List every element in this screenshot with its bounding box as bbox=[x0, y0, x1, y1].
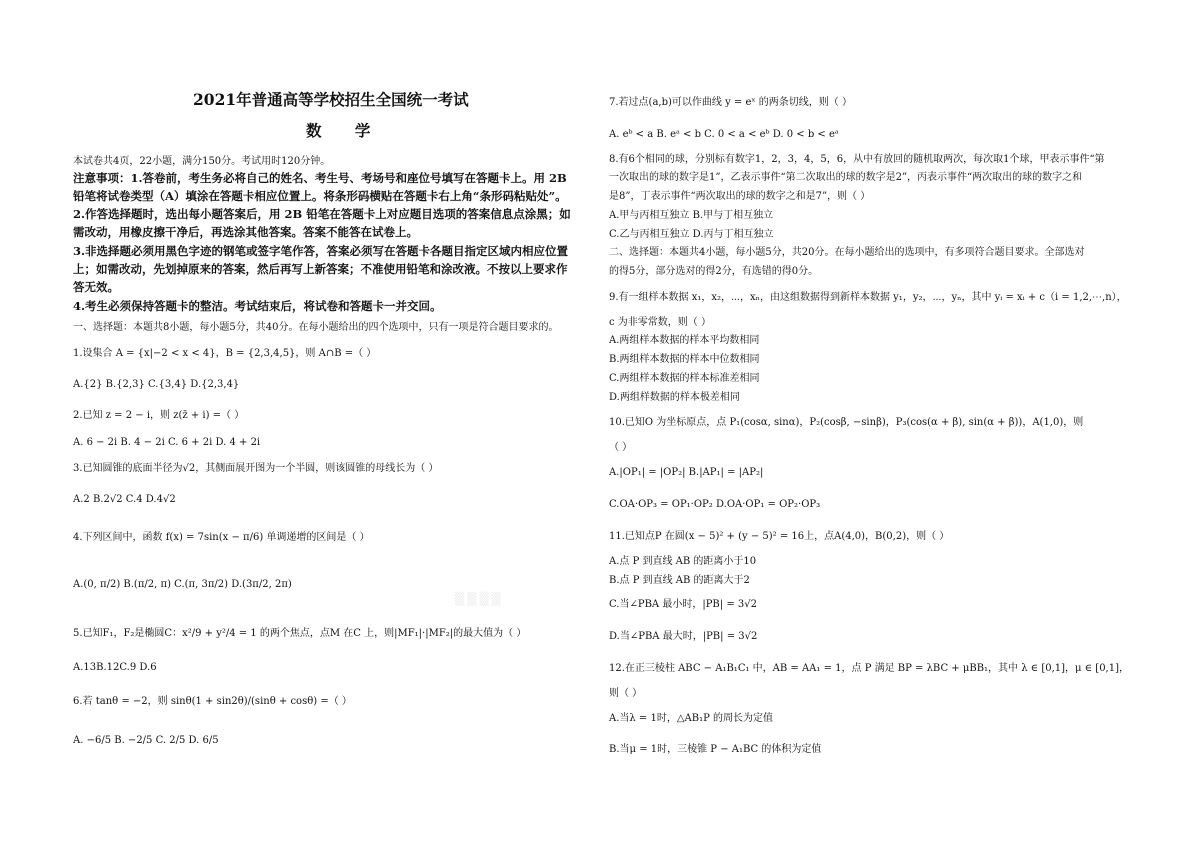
exam-intro: 本试卷共4页，22小题，满分150分。考试用时120分钟。 bbox=[73, 156, 331, 167]
question-12-line: 则（ ） bbox=[609, 688, 643, 699]
question-3-options: A.2 B.2√2 C.4 D.4√2 bbox=[73, 494, 176, 505]
question-12-option: A.当λ = 1时，△AB₁P 的周长为定值 bbox=[609, 713, 774, 724]
question-6-options: A. −6/5 B. −2/5 C. 2/5 D. 6/5 bbox=[73, 735, 219, 746]
question-8-line: 是8”，丁表示事件“两次取出的球的数字之和是7”，则（ ） bbox=[609, 191, 871, 202]
exam-title: 2021年普通高等学校招生全国统一考试 bbox=[193, 90, 469, 109]
question-2-options: A. 6 − 2i B. 4 − 2i C. 6 + 2i D. 4 + 2i bbox=[73, 437, 261, 448]
question-1: 1.设集合 A = {x|−2 < x < 4}，B = {2,3,4,5}，则 A∩B =（ ） bbox=[73, 348, 377, 359]
question-1-options: A.{2} B.{2,3} C.{3,4} D.{2,3,4} bbox=[73, 379, 240, 390]
question-8-options: A.甲与丙相互独立 B.甲与丁相互独立 bbox=[609, 210, 774, 221]
question-12-option: B.当μ = 1时，三棱锥 P − A₁BC 的体积为定值 bbox=[609, 744, 822, 755]
note-line: 铅笔将试卷类型（A）填涂在答题卡相应位置上。将条形码横贴在答题卡右上角“条形码粘贴处”。 bbox=[73, 189, 567, 203]
question-8-options: C.乙与丙相互独立 D.丙与丁相互独立 bbox=[609, 229, 774, 240]
watermark: ▒▒▒▒ bbox=[455, 592, 504, 606]
question-11-option: C.当∠PBA 最小时，|PB| = 3√2 bbox=[609, 599, 757, 610]
section-heading-2-line: 的得5分，部分选对的得2分，有选错的得0分。 bbox=[609, 266, 819, 277]
question-9-line: c 为非零常数，则（ ） bbox=[609, 317, 711, 328]
question-5: 5.已知F₁，F₂是椭圆C：x²/9 + y²/4 = 1 的两个焦点，点M 在C 上，则|MF₁|·|MF₂|的最大值为（ ） bbox=[73, 628, 527, 639]
question-10-options: A.|OP₁| = |OP₂| B.|AP₁| = |AP₂| bbox=[609, 467, 764, 478]
question-6: 6.若 tanθ = −2，则 sinθ(1 + sin2θ)/(sinθ + cosθ) =（ ） bbox=[73, 696, 352, 707]
question-4: 4.下列区间中，函数 f(x) = 7sin(x − π/6) 单调递增的区间是（ ） bbox=[73, 532, 370, 543]
question-2: 2.已知 z = 2 − i，则 z(z̄ + i) =（ ） bbox=[73, 410, 245, 421]
note-line: 2.作答选择题时，选出每小题答案后，用 2B 铅笔在答题卡上对应题目选项的答案信息点涂黑；如 bbox=[73, 207, 571, 221]
note-line: 4.考生必须保持答题卡的整洁。考试结束后，将试卷和答题卡一并交回。 bbox=[73, 299, 442, 313]
question-10-options: C.OA·OP₃ = OP₁·OP₂ D.OA·OP₁ = OP₂·OP₃ bbox=[609, 499, 821, 510]
question-9-option: B.两组样本数据的样本中位数相同 bbox=[609, 354, 760, 365]
question-10-line: （ ） bbox=[609, 442, 633, 453]
question-7: 7.若过点(a,b)可以作曲线 y = eˣ 的两条切线，则（ ） bbox=[609, 97, 852, 108]
question-7-options: A. eᵇ < a B. eᵃ < b C. 0 < a < eᵇ D. 0 < b < eᵃ bbox=[609, 129, 839, 140]
note-line: 答无效。 bbox=[73, 280, 119, 294]
section-heading-2: 二、选择题：本题共4小题，每小题5分，共20分。在每小题给出的选项中，有多项符合题目要求。全部选对 bbox=[609, 247, 1085, 258]
question-4-options: A.(0, π/2) B.(π/2, π) C.(π, 3π/2) D.(3π/2, 2π) bbox=[73, 579, 292, 590]
note-line: 上；如需改动，先划掉原来的答案，然后再写上新答案；不准使用铅笔和涂改液。不按以上要求作 bbox=[73, 262, 568, 276]
question-12: 12.在正三棱柱 ABC − A₁B₁C₁ 中，AB = AA₁ = 1，点 P 满足 BP = λBC + μBB₁，其中 λ ∈ [0,1]，μ ∈ [0,1]， bbox=[609, 663, 1129, 674]
note-line: 需改动，用橡皮擦干净后，再选涂其他答案。答案不能答在试卷上。 bbox=[73, 225, 418, 239]
question-11-option: D.当∠PBA 最大时，|PB| = 3√2 bbox=[609, 631, 758, 642]
question-9: 9.有一组样本数据 x₁，x₂，⋯，xₙ，由这组数据得到新样本数据 y₁，y₂，⋯，yₙ，其中 yᵢ = xᵢ + c（i = 1,2,⋯,n）， bbox=[609, 292, 1127, 303]
note-line: 注意事项：1.答卷前，考生务必将自己的姓名、考生号、考场号和座位号填写在答题卡上。用 2B bbox=[73, 171, 567, 185]
question-8: 8.有6个相同的球，分别标有数字1，2，3，4，5，6，从中有放回的随机取两次，每次取1个球，甲表示事件“第 bbox=[609, 154, 1105, 165]
question-9-option: C.两组样本数据的样本标准差相同 bbox=[609, 373, 760, 384]
question-5-options: A.13B.12C.9 D.6 bbox=[73, 662, 157, 673]
question-11-option: A.点 P 到直线 AB 的距离小于10 bbox=[609, 556, 757, 567]
question-11-option: B.点 P 到直线 AB 的距离大于2 bbox=[609, 575, 750, 586]
subject-title: 数 学 bbox=[306, 121, 385, 140]
question-11: 11.已知点P 在圆(x − 5)² + (y − 5)² = 16上，点A(4,0)，B(0,2)，则（ ） bbox=[609, 531, 950, 542]
section-heading-1: 一、选择题：本题共8小题，每小题5分，共40分。在每小题给出的四个选项中，只有一项是符合题目要求的。 bbox=[73, 322, 559, 333]
question-10: 10.已知O 为坐标原点，点 P₁(cosα, sinα)，P₂(cosβ, −sinβ)，P₃(cos(α + β), sin(α + β))，A(1,0)，则 bbox=[609, 417, 1084, 428]
question-9-option: A.两组样本数据的样本平均数相同 bbox=[609, 335, 760, 346]
note-line: 3.非选择题必须用黑色字迹的钢笔或签字笔作答，答案必须写在答题卡各题目指定区域内相应位置 bbox=[73, 244, 569, 258]
question-8-line: 一次取出的球的数字是1”，乙表示事件“第二次取出的球的数字是2”，丙表示事件“两次取出的球的数字之和 bbox=[609, 172, 1083, 183]
question-3: 3.已知圆锥的底面半径为√2，其侧面展开图为一个半圆，则该圆锥的母线长为（ ） bbox=[73, 463, 439, 474]
question-9-option: D.两组样数据的样本极差相同 bbox=[609, 392, 740, 403]
